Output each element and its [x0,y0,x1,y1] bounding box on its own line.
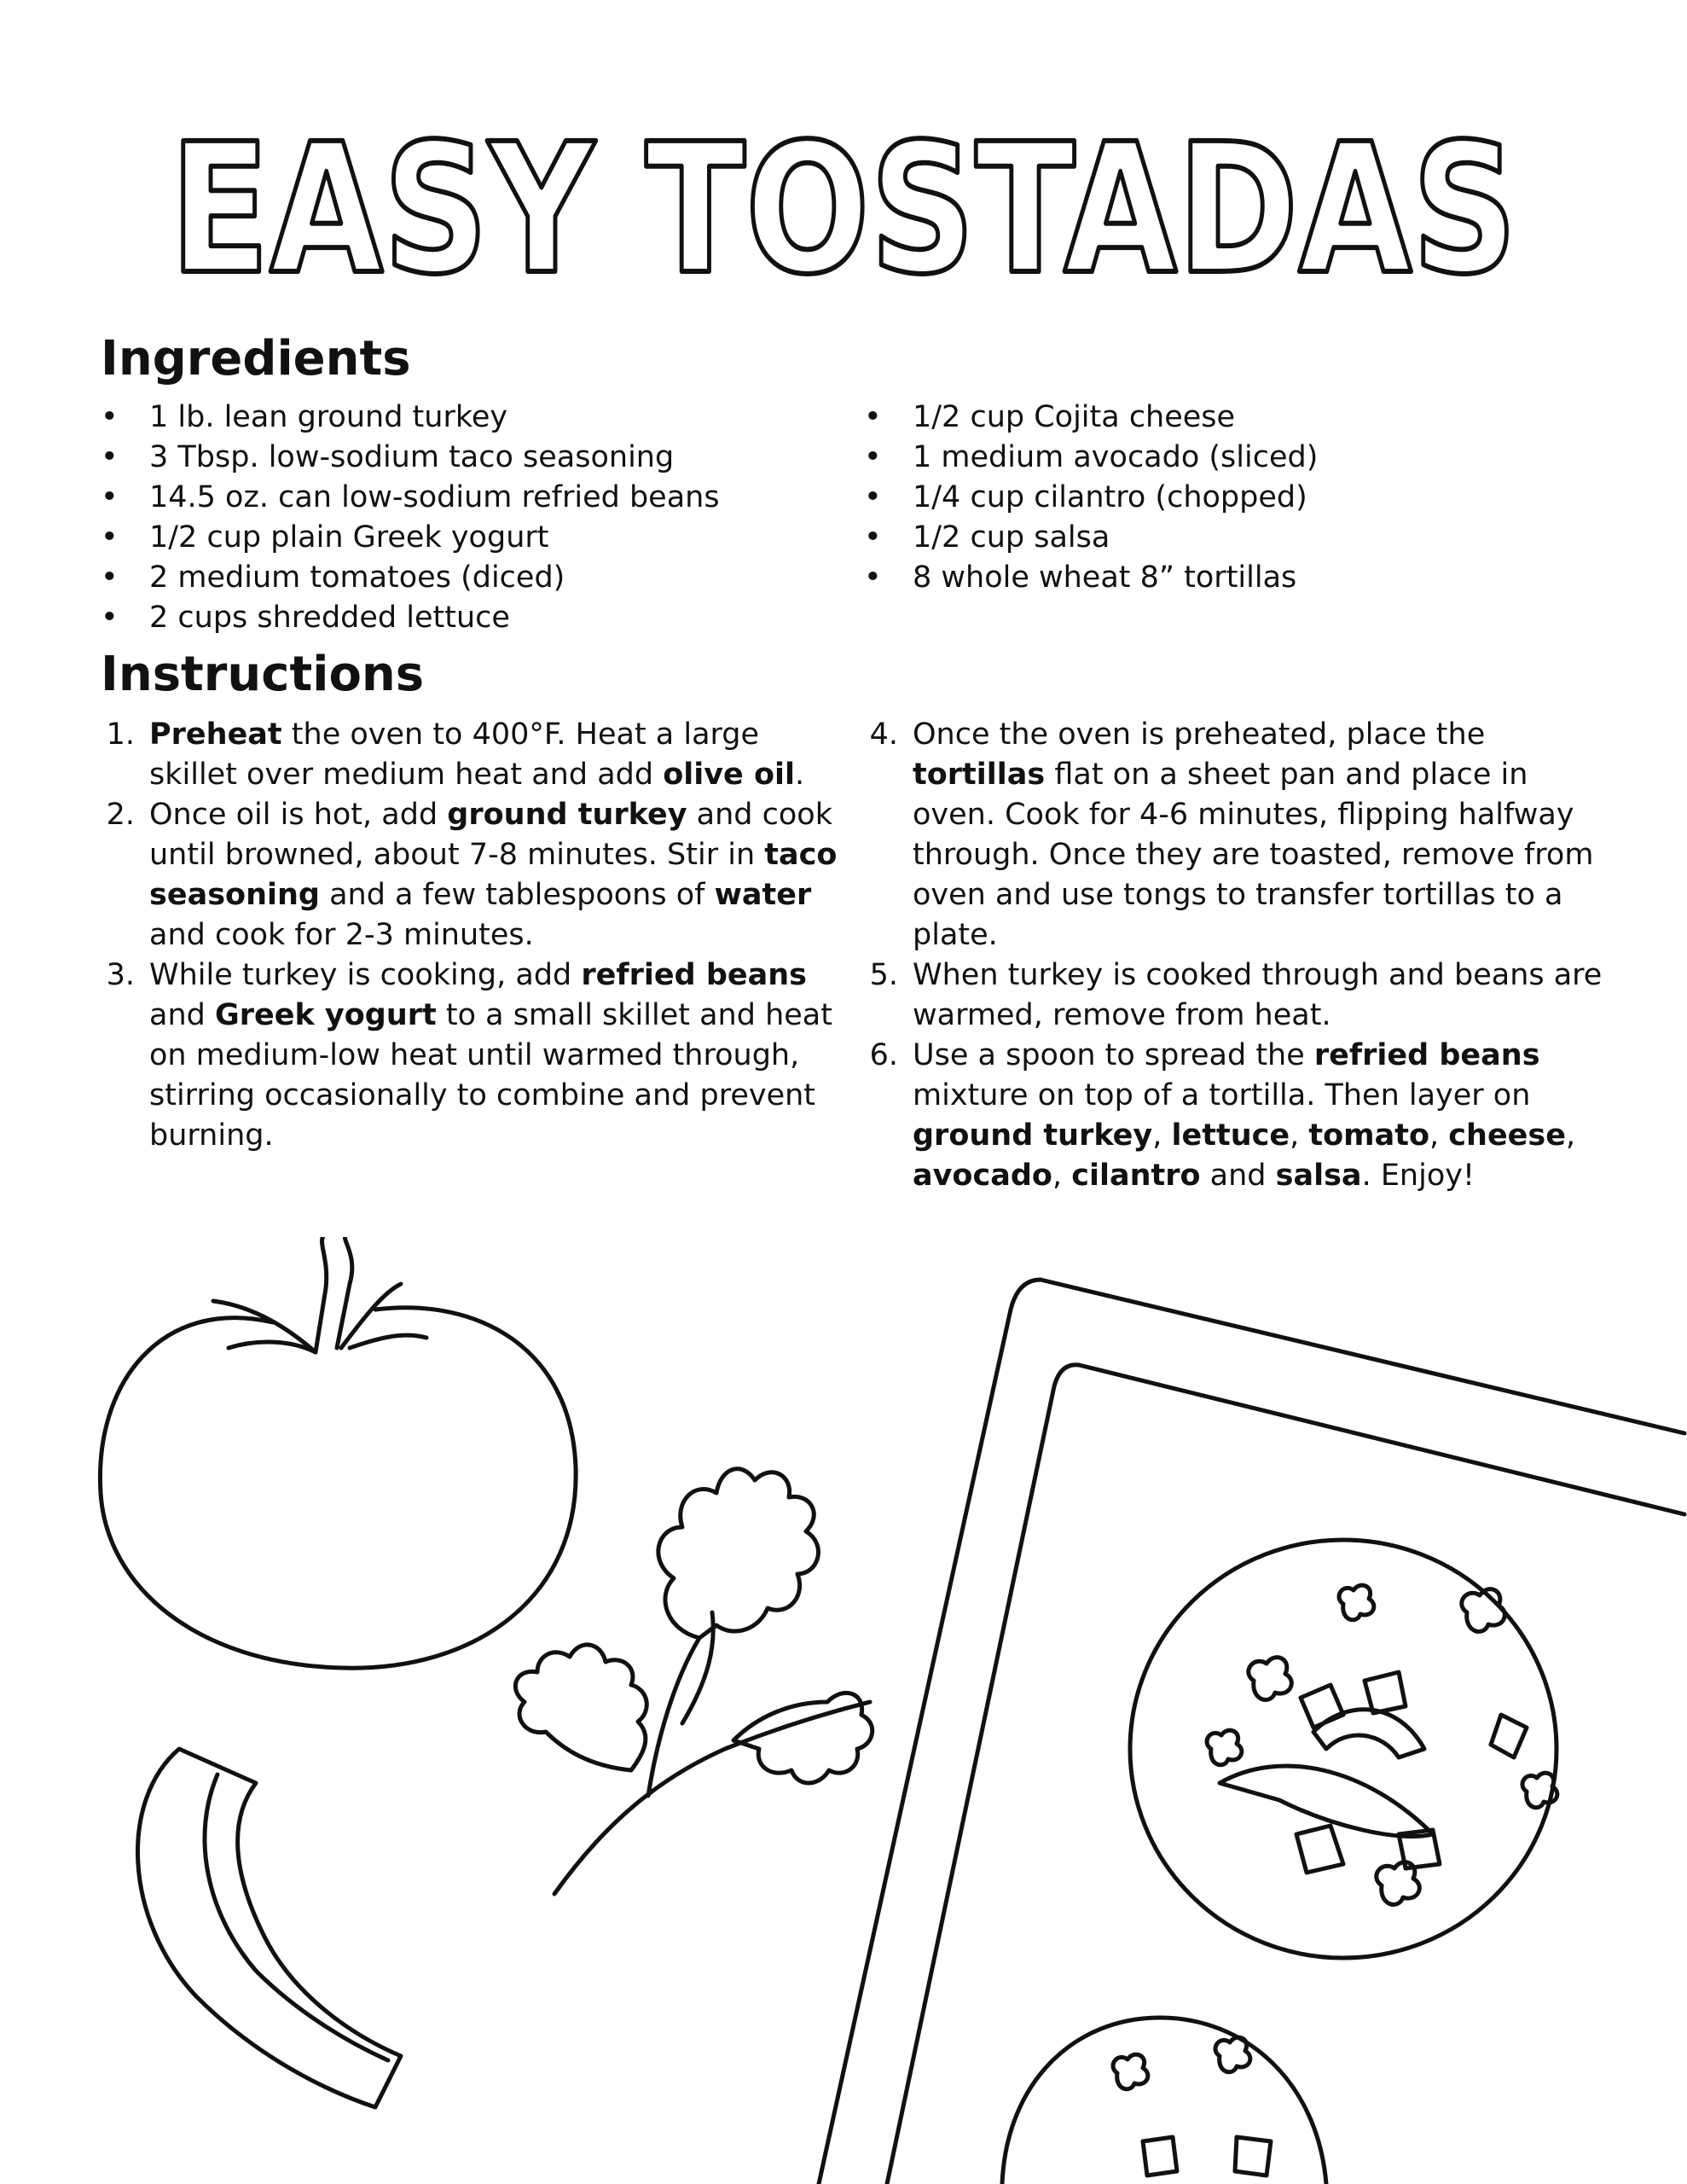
step-text: , [1429,1118,1449,1153]
recipe-title-text: EASY TOSTADAS [170,119,1517,307]
step-keyword: water [714,878,812,912]
step-number: 6. [869,1038,898,1072]
step-text: mixture on top of a tortilla. Then layer on [913,1078,1531,1112]
step-number: 4. [869,717,898,752]
step-text: to a small skillet and heat on medium-low heat until warmed through, stirring occasionally to combine and prevent burning. [149,998,832,1153]
step-keyword: Preheat [149,717,282,752]
ingredient-item: • 2 cups shredded lettuce [101,598,720,638]
step-text: Once the oven is preheated, place the [913,717,1486,752]
step-keyword: taco seasoning [149,838,838,912]
step-keyword: refried beans [1313,1038,1540,1072]
step-text: When turkey is cooked through and beans are warmed, remove from heat. [913,958,1603,1032]
step-keyword: refried beans [581,958,808,992]
step-keyword: tomato [1308,1118,1430,1153]
instruction-step [864,715,1615,956]
ingredient-item: • 1/2 cup plain Greek yogurt [101,518,720,558]
step-text: and [1200,1159,1276,1193]
ingredients-list-right [864,398,1318,598]
step-text: and cook for 2-3 minutes. [149,918,534,952]
step-keyword: olive oil [663,758,796,792]
step-text: While turkey is cooking, add [149,958,582,992]
step-text: and cook until browned, about 7-8 minutes. Stir in [149,798,832,872]
step-number: 2. [106,798,135,832]
step-text: , [1152,1118,1172,1153]
step-text: flat on a sheet pan and place in oven. Cook for 4-6 minutes, flipping halfway through. Once they are toasted, remove from oven and use tongs to transfer tortillas to a plate. [913,758,1594,952]
step-keyword: salsa [1275,1159,1362,1193]
step-keyword: Greek yogurt [214,998,437,1032]
step-text: Use a spoon to spread the [913,1038,1314,1072]
ingredient-item: • 1 lb. lean ground turkey [101,398,720,438]
ingredient-item: • 14.5 oz. can low-sodium refried beans [101,478,720,518]
step-number: 3. [106,958,135,992]
step-text: and [149,998,215,1032]
step-text: Once oil is hot, add [149,798,448,832]
tostada-icon-2 [1002,2018,1326,2184]
instruction-step [864,956,1615,1036]
step-keyword: lettuce [1171,1118,1290,1153]
instruction-step [864,1036,1615,1196]
ingredient-item: • 3 Tbsp. low-sodium taco seasoning [101,438,720,478]
ingredient-item: • 1/2 cup salsa [864,518,1318,558]
step-number: 1. [106,717,135,752]
step-text: . Enjoy! [1361,1159,1475,1193]
step-text: and a few tablespoons of [319,878,715,912]
recipe-title [0,119,1687,307]
ingredients-heading: Ingredients [101,331,411,386]
step-text: , [1052,1159,1072,1193]
step-keyword: avocado [913,1159,1052,1193]
step-text: , [1290,1118,1309,1153]
illustrations [0,1237,1687,2184]
step-keyword: cilantro [1071,1159,1201,1193]
ingredient-item: • 8 whole wheat 8” tortillas [864,558,1318,598]
ingredients-list-left [101,398,720,638]
step-keyword: ground turkey [913,1118,1153,1153]
tostada-icon [1130,1540,1557,1958]
instruction-step [101,956,851,1156]
avocado-slice-icon [137,1749,401,2107]
instructions-heading: Instructions [101,647,425,702]
instruction-step [101,715,851,795]
step-text: the oven to 400°F. Heat a large skillet over medium heat and add [149,717,760,792]
tomato-icon [100,1237,576,1668]
ingredient-item: • 2 medium tomatoes (diced) [101,558,720,598]
step-keyword: tortillas [913,758,1046,792]
ingredient-item: • 1 medium avocado (sliced) [864,438,1318,478]
step-keyword: ground turkey [447,798,687,832]
ingredient-item: • 1/2 cup Cojita cheese [864,398,1318,438]
instructions-list-right [864,715,1615,1196]
step-number: 5. [869,958,898,992]
instruction-step [101,795,851,956]
step-keyword: cheese [1448,1118,1566,1153]
step-text: , [1566,1118,1576,1153]
ingredient-item: • 1/4 cup cilantro (chopped) [864,478,1318,518]
step-text: . [795,758,805,792]
instructions-list-left [101,715,851,1156]
